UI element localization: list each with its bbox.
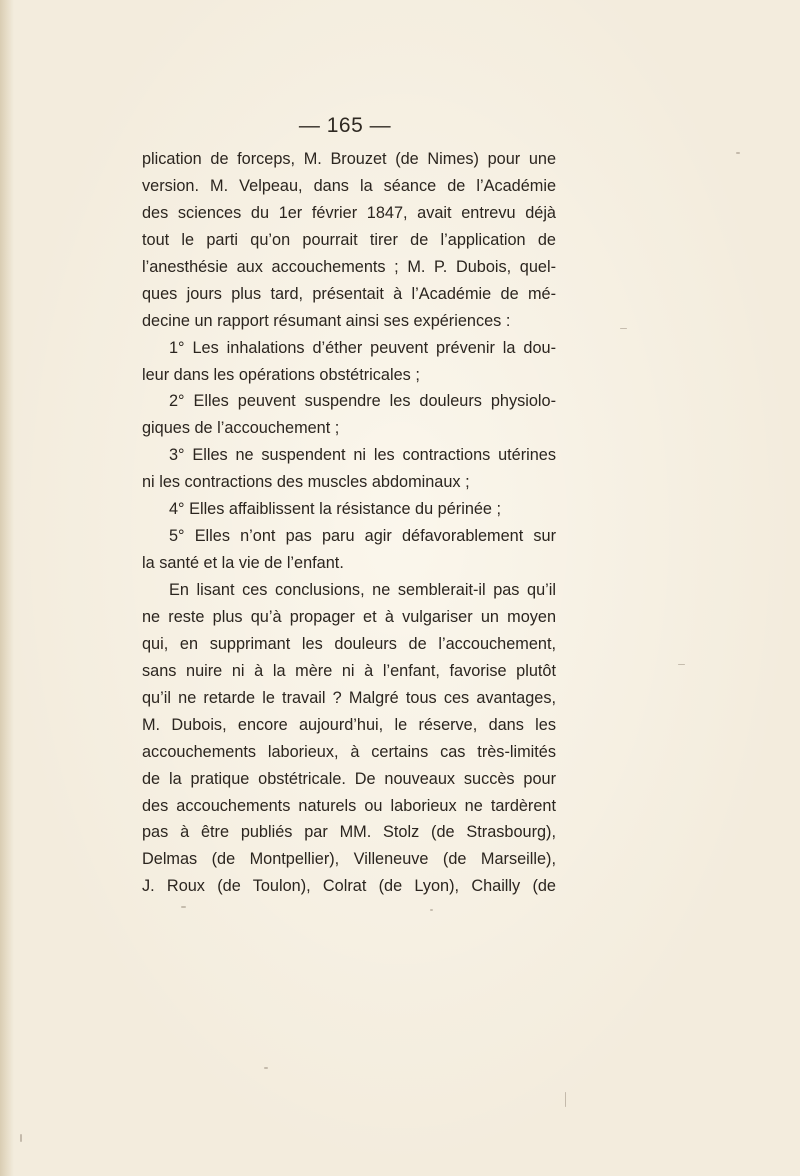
text-line: qui, en supprimant les douleurs de l’accouchement, bbox=[142, 634, 556, 653]
paragraph-start: En lisant ces conclusions, ne semblerait-il pas qu’il bbox=[169, 581, 556, 599]
paper-speck bbox=[181, 906, 186, 908]
text-line: J. Roux (de Toulon), Colrat (de Lyon), Chailly (de bbox=[142, 877, 556, 896]
text-line: la santé et la vie de l’enfant. bbox=[142, 554, 344, 573]
list-item-2: 2° Elles peuvent suspendre les douleurs physiolo- bbox=[169, 392, 556, 411]
text-line: version. M. Velpeau, dans la séance de l’Académie bbox=[142, 176, 556, 195]
text-line: giques de l’accouchement ; bbox=[142, 419, 340, 438]
text-line: plication de forceps, M. Brouzet (de Nimes) pour une bbox=[142, 150, 556, 168]
text-line: des accouchements naturels ou laborieux ne tardèrent bbox=[142, 796, 556, 815]
text-line: sans nuire ni à la mère ni à l’enfant, favorise plutôt bbox=[142, 661, 556, 680]
text-line: l’anesthésie aux accouchements ; M. P. Dubois, quel- bbox=[142, 257, 556, 276]
text-line: ques jours plus tard, présentait à l’Académie de mé- bbox=[142, 284, 556, 303]
text-line: ne reste plus qu’à propager et à vulgariser un moyen bbox=[142, 607, 556, 626]
page-number: — 165 — bbox=[298, 114, 392, 137]
text-line: Delmas (de Montpellier), Villeneuve (de Marseille), bbox=[142, 850, 556, 869]
text-line: qu’il ne retarde le travail ? Malgré tous ces avantages, bbox=[142, 688, 556, 707]
paper-speck bbox=[430, 909, 433, 911]
text-line: leur dans les opérations obstétricales ; bbox=[142, 365, 420, 384]
body-text bbox=[142, 146, 556, 900]
text-line: pas à être publiés par MM. Stolz (de Strasbourg), bbox=[142, 823, 556, 842]
paper-speck bbox=[620, 328, 627, 329]
text-line: M. Dubois, encore aujourd’hui, le réserve, dans les bbox=[142, 715, 556, 734]
list-item-4: 4° Elles affaiblissent la résistance du périnée ; bbox=[169, 500, 502, 519]
list-item-5: 5° Elles n’ont pas paru agir défavorablement sur bbox=[169, 527, 556, 546]
paper-speck bbox=[736, 152, 740, 154]
text-line: des sciences du 1er février 1847, avait entrevu déjà bbox=[142, 203, 556, 222]
list-item-1: 1° Les inhalations d’éther peuvent prévenir la dou- bbox=[169, 338, 556, 357]
text-line: decine un rapport résumant ainsi ses expériences : bbox=[142, 311, 511, 330]
paper-speck bbox=[565, 1092, 566, 1107]
paper-speck bbox=[264, 1067, 268, 1069]
text-line: de la pratique obstétricale. De nouveaux succès pour bbox=[142, 769, 556, 788]
text-line: accouchements laborieux, à certains cas très-limités bbox=[142, 742, 556, 761]
list-item-3: 3° Elles ne suspendent ni les contractions utérines bbox=[169, 446, 556, 465]
paper-speck bbox=[678, 664, 685, 665]
text-line: ni les contractions des muscles abdominaux ; bbox=[142, 473, 470, 492]
page-binding-edge bbox=[0, 0, 14, 1176]
text-line: tout le parti qu’on pourrait tirer de l’application de bbox=[142, 230, 556, 249]
paper-speck bbox=[20, 1134, 22, 1142]
